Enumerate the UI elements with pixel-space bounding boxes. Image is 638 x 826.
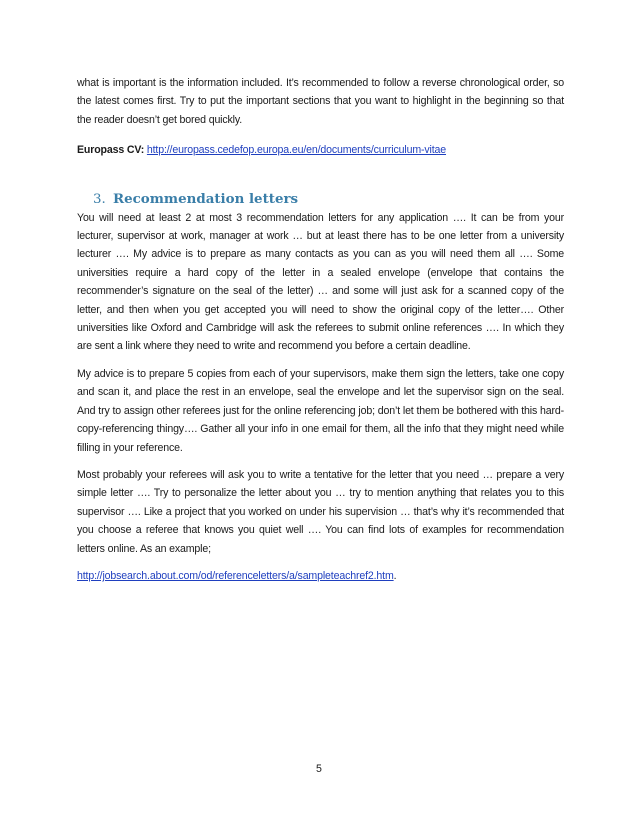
body-paragraph-1: You will need at least 2 at most 3 recommendation letters for any application …. It can be from your lecturer, supervisor at work, manager at work … but at least there has to be one letter from a university lecturer …. My advice is to prepare as many contacts as you can as you will need them all …. Some universities require a hard copy of the letter in a sealed envelope (envelope that contains the recommender’s signature on the seal of the letter) … and some will just ask for a scanned copy of the letter, and then when you get accepted you will need to show the original copy of the letter…. Other universities like Oxford and Cambridge will ask the referees to submit online references …. In which they are sent a link where they need to write and recommend you before a certain deadline. xyxy=(77,211,564,353)
example-suffix: . xyxy=(393,569,397,582)
example-link[interactable]: http://jobsearch.about.com/od/referenceletters/a/sampleteachref2.htm xyxy=(77,569,394,582)
europass-label: Europass CV: xyxy=(77,144,145,157)
page-number: 5 xyxy=(316,763,322,775)
section-heading xyxy=(93,190,564,209)
europass-link[interactable]: http://europass.cedefop.europa.eu/en/documents/curriculum-vitae xyxy=(146,144,447,157)
section-number: 3. xyxy=(93,191,106,207)
body-paragraph-3: Most probably your referees will ask you to write a tentative for the letter that you need … prepare a very simple letter …. Try to personalize the letter about you … try to mention anything that relates you to this supervisor …. Like a project that you worked on under his supervision … that’s why it’s recommended that you choose a referee that knows you quiet well …. You can find lots of examples for recommendation letters online. As an example; xyxy=(77,468,564,555)
section-title: Recommendation letters xyxy=(113,190,299,207)
example-line xyxy=(77,567,564,585)
europass-line xyxy=(77,141,564,159)
intro-paragraph: what is important is the information included. It’s recommended to follow a reverse chronological order, so the latest comes first. Try to put the important sections that you want to highlight in the beginning so that the reader doesn’t get bored quickly. xyxy=(77,77,564,126)
document-page xyxy=(77,74,564,585)
body-paragraph-2: My advice is to prepare 5 copies from each of your supervisors, make them sign the letters, take one copy and scan it, and place the rest in an envelope, seal the envelope and let the supervisor sign on the seal. And try to assign other referees just for the online referencing job; don’t let them be bothered with this hard-copy-referencing thingy…. Gather all your info in one email for them, all the info that they might need while filling in your reference. xyxy=(77,367,564,454)
